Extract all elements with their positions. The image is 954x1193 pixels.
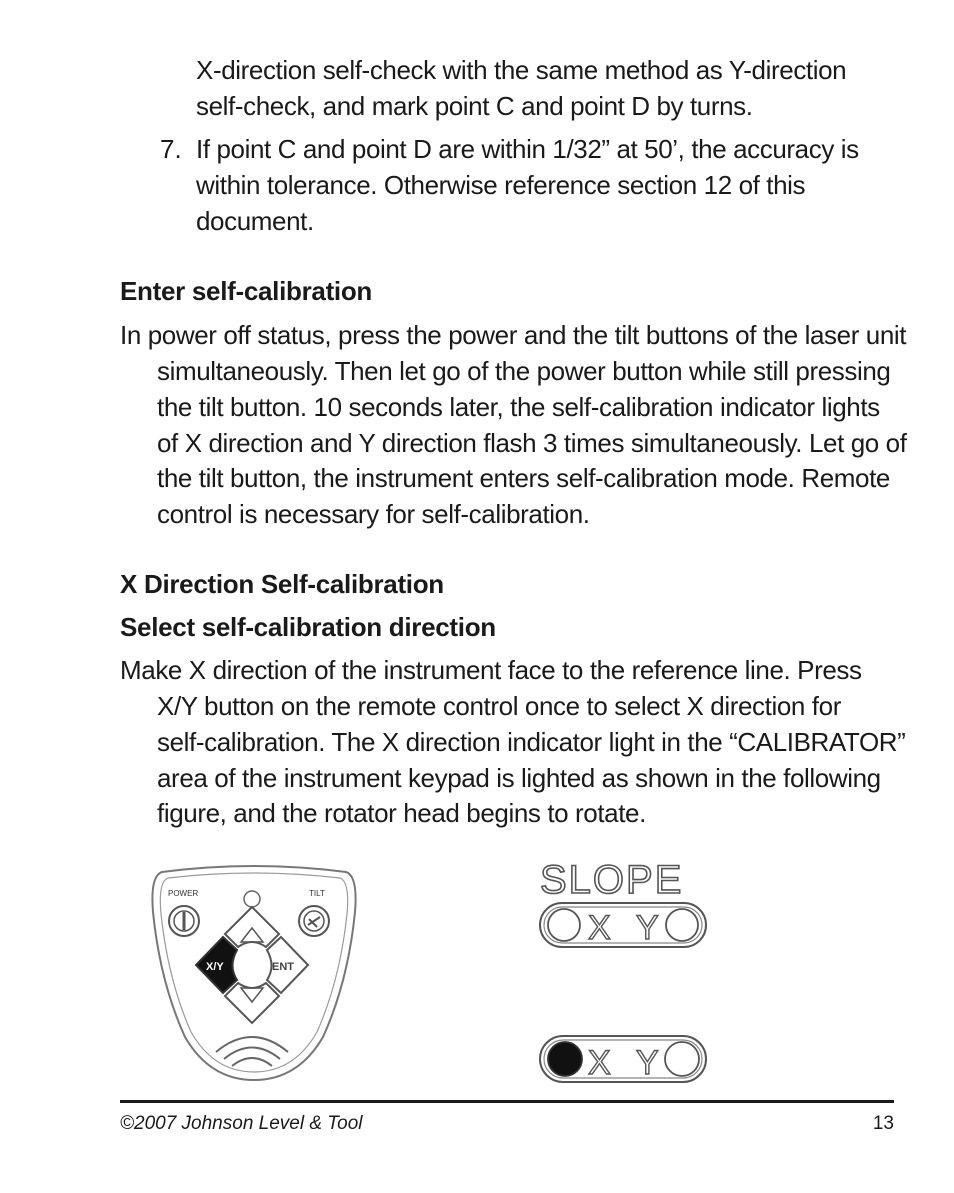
item7-line3: document. (196, 206, 314, 236)
slope-x-label: X (588, 909, 611, 947)
xy-label: X/Y (206, 961, 224, 973)
x-direction-line: Make X direction of the instrument face to the reference line. Press (120, 655, 862, 685)
slope-y-label: Y (636, 909, 659, 947)
x-direction-line: self-calibration. The X direction indicator light in the “CALIBRATOR” (157, 727, 906, 757)
tilt-button[interactable] (299, 906, 329, 936)
item6-line1: X-direction self-check with the same method as Y-direction (196, 55, 847, 85)
enter-calibration-line: In power off status, press the power and the tilt buttons of the laser unit (120, 320, 907, 350)
enter-calibration-line: simultaneously. Then let go of the power button while still pressing (157, 356, 891, 386)
calibrator-y-label: Y (636, 1044, 659, 1082)
x-direction-line: figure, and the rotator head begins to rotate. (157, 798, 646, 828)
tilt-label: TILT (309, 889, 325, 898)
slope-x-indicator-light (548, 909, 580, 941)
x-direction-heading: X Direction Self-calibration (120, 569, 444, 599)
ent-label: ENT (272, 961, 294, 973)
power-button[interactable] (169, 906, 199, 936)
item6-line2: self-check, and mark point C and point D by turns. (196, 91, 753, 121)
x-direction-subheading: Select self-calibration direction (120, 612, 496, 642)
status-led-icon (244, 891, 260, 907)
slope-label: SLOPE (540, 858, 684, 902)
item7-line2: within tolerance. Otherwise reference section 12 of this (196, 170, 806, 200)
item7-number: 7. (160, 134, 182, 164)
footer-rule (120, 1100, 894, 1103)
footer-copyright: ©2007 Johnson Level & Tool (120, 1113, 363, 1134)
calibrator-x-label: X (588, 1044, 611, 1082)
item7-line1: If point C and point D are within 1/32” at 50’, the accuracy is (196, 134, 859, 164)
calibrator-indicator-figure (536, 1032, 712, 1088)
calibrator-y-indicator-light (665, 1042, 699, 1076)
slope-y-indicator-light (666, 909, 698, 941)
remote-control-figure (148, 862, 360, 1084)
calibrator-x-indicator-light (548, 1042, 582, 1076)
power-label: POWER (168, 889, 199, 898)
enter-calibration-line: control is necessary for self-calibration. (157, 499, 590, 529)
x-direction-line: area of the instrument keypad is lighted as shown in the following (157, 763, 881, 793)
enter-calibration-line: the tilt button. 10 seconds later, the self-calibration indicator lights (157, 392, 880, 422)
x-direction-line: X/Y button on the remote control once to select X direction for (157, 691, 841, 721)
enter-calibration-line: the tilt button, the instrument enters self-calibration mode. Remote (157, 463, 890, 493)
enter-calibration-line: of X direction and Y direction flash 3 times simultaneously. Let go of (157, 428, 907, 458)
slope-indicator-figure (536, 855, 712, 955)
enter-calibration-heading: Enter self-calibration (120, 276, 373, 306)
page-number: 13 (872, 1113, 894, 1134)
